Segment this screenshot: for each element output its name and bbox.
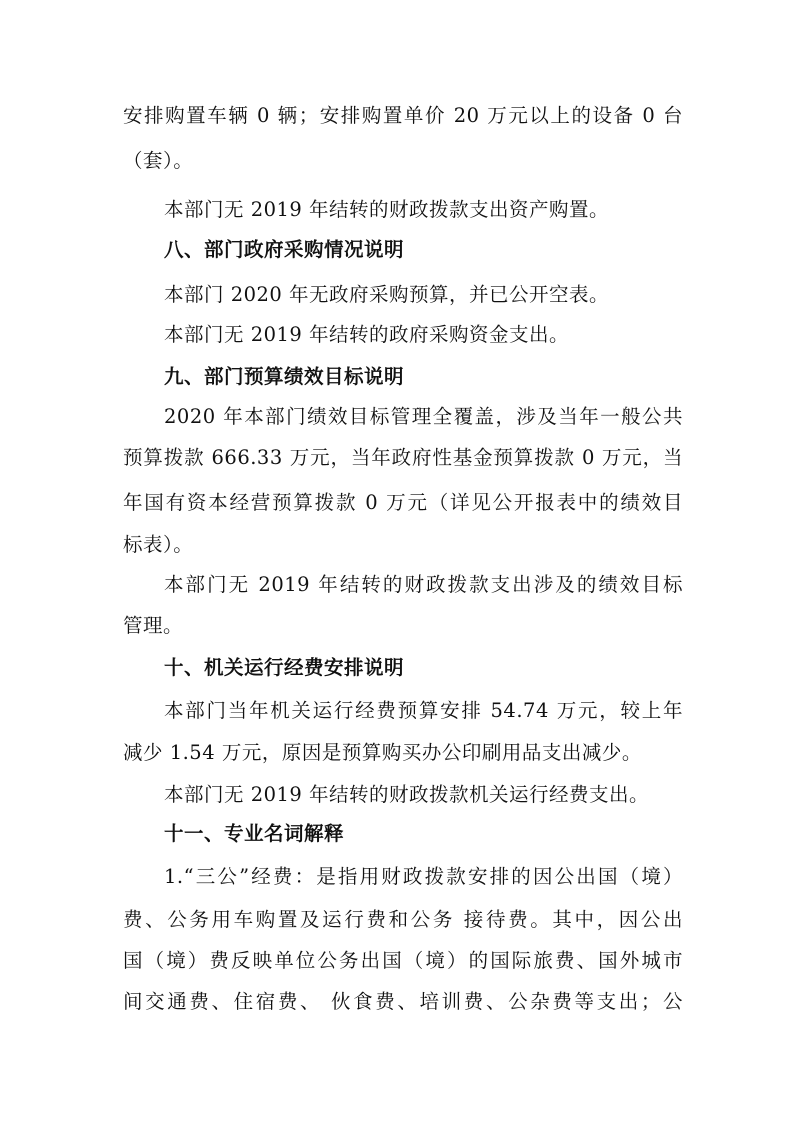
paragraph-line: 本部门无 2019 年结转的财政拨款支出资产购置。 xyxy=(164,198,610,221)
paragraph-line: 安排购置车辆 0 辆；安排购置单价 20 万元以上的设备 0 台 xyxy=(123,104,683,127)
section-heading: 八、部门政府采购情况说明 xyxy=(164,238,405,261)
paragraph-line: 费、公务用车购置及运行费和公务 接待费。其中，因公出 xyxy=(123,908,683,931)
paragraph-line: （套）。 xyxy=(123,149,194,172)
section-heading: 十、机关运行经费安排说明 xyxy=(164,656,405,679)
paragraph-line: 标表）。 xyxy=(123,533,194,556)
paragraph-line: 国（境）费反映单位公务出国（境）的国际旅费、国外城市 xyxy=(123,949,683,972)
paragraph-line: 本部门当年机关运行经费预算安排 54.74 万元，较上年 xyxy=(164,699,683,722)
section-heading: 十一、专业名词解释 xyxy=(164,822,345,845)
paragraph-line: 年国有资本经营预算拨款 0 万元（详见公开报表中的绩效目 xyxy=(123,491,683,514)
paragraph-line: 本部门 2020 年无政府采购预算，并已公开空表。 xyxy=(164,283,610,306)
section-heading: 九、部门预算绩效目标说明 xyxy=(164,365,405,388)
paragraph-line: 减少 1.54 万元，原因是预算购买办公印刷用品支出减少。 xyxy=(123,741,642,764)
paragraph-line: 本部门无 2019 年结转的财政拨款支出涉及的绩效目标 xyxy=(164,573,683,596)
paragraph-line: 本部门无 2019 年结转的政府采购资金支出。 xyxy=(164,323,570,346)
paragraph-line: 2020 年本部门绩效目标管理全覆盖，涉及当年一般公共 xyxy=(164,405,683,428)
paragraph-line: 预算拨款 666.33 万元，当年政府性基金预算拨款 0 万元，当 xyxy=(123,446,683,469)
paragraph-line: 本部门无 2019 年结转的财政拨款机关运行经费支出。 xyxy=(164,783,650,806)
paragraph-line: 管理。 xyxy=(123,614,184,637)
paragraph-line: 间交通费、住宿费、 伙食费、培训费、公杂费等支出；公 xyxy=(123,990,683,1013)
paragraph-line: 1.“三公”经费：是指用财政拨款安排的因公出国（境） xyxy=(164,865,683,888)
